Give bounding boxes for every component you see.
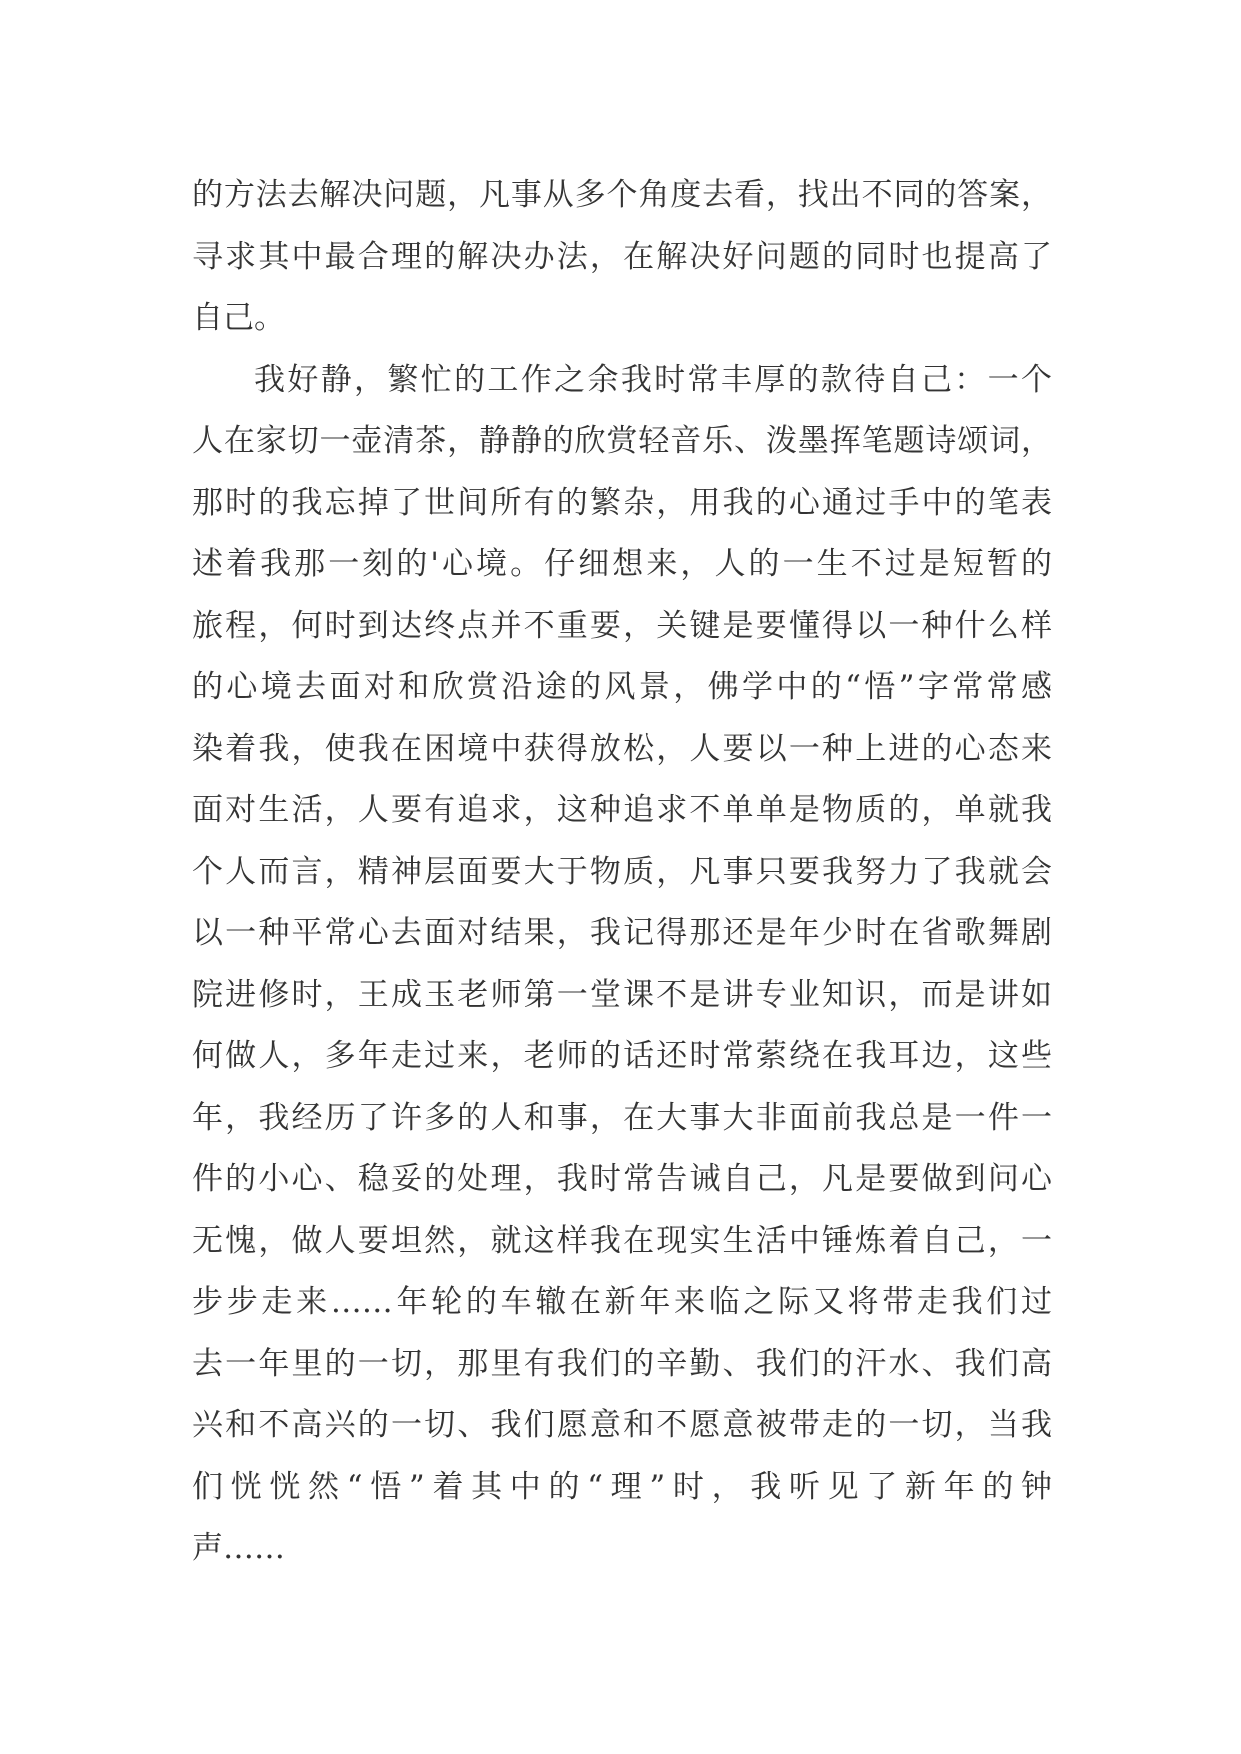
text-line: 人在家切一壶清茶，静静的欣赏轻音乐、泼墨挥笔题诗颂词，	[192, 423, 1052, 459]
text-line: 步步走来……年轮的车辙在新年来临之际又将带走我们过	[192, 1284, 1052, 1320]
text-line: 的方法去解决问题，凡事从多个角度去看，找出不同的答案，	[192, 177, 1052, 213]
text-line: 去一年里的一切，那里有我们的辛勤、我们的汗水、我们高	[192, 1345, 1052, 1382]
text-line: 的心境去面对和欣赏沿途的风景，佛学中的“悟”字常常感	[192, 669, 1052, 705]
text-line: 院进修时，王成玉老师第一堂课不是讲专业知识，而是讲如	[192, 976, 1052, 1013]
text-line: 个人而言，精神层面要大于物质，凡事只要我努力了我就会	[192, 853, 1052, 890]
text-line: 声……	[192, 1530, 285, 1566]
text-line: 旅程，何时到达终点并不重要，关键是要懂得以一种什么样	[192, 607, 1052, 644]
text-line: 何做人，多年走过来，老师的话还时常萦绕在我耳边，这些	[192, 1038, 1052, 1074]
text-line: 无愧，做人要坦然，就这样我在现实生活中锤炼着自己，一	[192, 1222, 1052, 1259]
text-line: 自己。	[192, 300, 285, 336]
text-line: 述着我那一刻的'心境。仔细想来，人的一生不过是短暂的	[192, 546, 1052, 582]
text-line: 们恍恍然“悟”着其中的“理”时，我听见了新年的钟	[192, 1468, 1052, 1505]
text-line: 寻求其中最合理的解决办法，在解决好问题的同时也提高了	[192, 238, 1052, 275]
text-line: 以一种平常心去面对结果，我记得那还是年少时在省歌舞剧	[192, 915, 1052, 951]
text-line: 兴和不高兴的一切、我们愿意和不愿意被带走的一切，当我	[192, 1407, 1052, 1443]
text-line: 件的小心、稳妥的处理，我时常告诫自己，凡是要做到问心	[192, 1161, 1052, 1197]
body-text	[192, 165, 1052, 1580]
text-line: 年，我经历了许多的人和事，在大事大非面前我总是一件一	[192, 1099, 1052, 1136]
text-line: 那时的我忘掉了世间所有的繁杂，用我的心通过手中的笔表	[192, 484, 1052, 521]
text-line: 我好静，繁忙的工作之余我时常丰厚的款待自己：一个	[254, 361, 1052, 398]
text-line: 染着我，使我在困境中获得放松，人要以一种上进的心态来	[192, 730, 1052, 767]
text-line: 面对生活，人要有追求，这种追求不单单是物质的，单就我	[192, 792, 1052, 828]
